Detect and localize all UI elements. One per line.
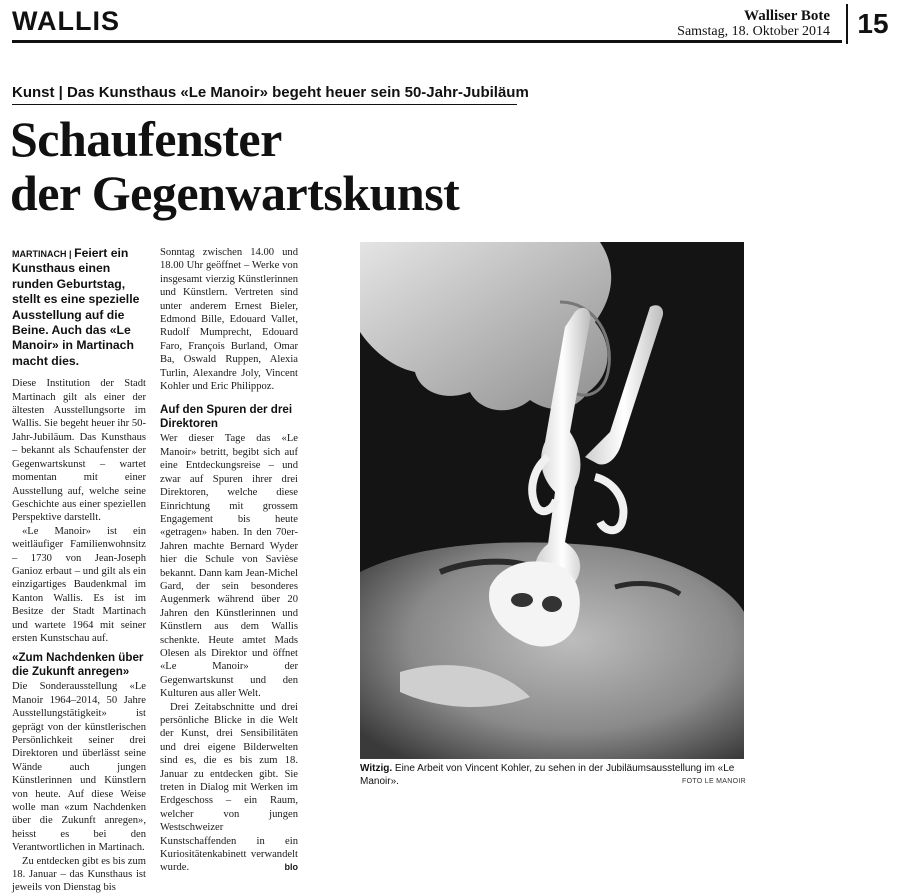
kicker-rule <box>12 104 517 105</box>
headline-line-1: Schaufenster <box>10 111 282 167</box>
body-paragraph: Sonntag zwischen 14.00 und 18.00 Uhr geöffnet – Werke von insgesamt vierzig Künstlerinnen und Künstlern. Vertreten sind unter anderem Ernest Bieler, Edmond Bille, Edouard Vallet, Rudolf Mumprecht, Edouard Faro, François Burland, Omar Ba, Oswald Ruppen, Alexia Turlin, Alexandre Joly, Vincent Kohler und Eric Philippoz. <box>160 247 298 393</box>
page-number: 15 <box>846 4 898 44</box>
nostril-shape <box>542 596 562 612</box>
body-paragraph: «Le Manoir» ist ein weitläufiger Familienwohnsitz – 1730 von Jean-Joseph Ganioz erbaut – und gilt als ein einzigartiges Baudenkmal im Kanton Wallis. Es ist im Besitze der Stadt Martinach und wartete 1964 mit seiner ersten Kunstschau auf. <box>12 525 146 644</box>
newspaper-name: Walliser Bote <box>744 8 830 24</box>
body-paragraph: Diese Institution der Stadt Martinach gilt als einer der ältesten Ausstellungsorte im Wallis. Sie begeht heuer ihr 50-Jahr-Jubiläum. Das Kunsthaus – bekannt als Schaufenster der Gegenwartskunst – wartet momentan mit einer Ausstellung auf, welche seine Geschichte aus einer speziellen Perspektive darstellt. <box>12 378 146 524</box>
body-paragraph: Die Sonderausstellung «Le Manoir 1964–2014, 50 Jahre Ausstellungstätigkeit» ist geprägt von der künstlerischen Persönlichkeit seiner drei Direktoren und überlässt seine Wände auch jungen Künstlerinnen und Künstlern von heute. Auf diese Weise wolle man «zum Nachdenken über die Zukunft anregen», heisst es bei den Verantwortlichen in Martinach. <box>12 681 146 854</box>
caption-text: Eine Arbeit von Vincent Kohler, zu sehen in der Jubiläumsausstellung im «Le Manoir». <box>360 763 735 787</box>
article-photo <box>360 242 744 759</box>
article-column-1 <box>12 246 146 895</box>
subheading: «Zum Nachdenken über die Zukunft anregen» <box>12 651 144 678</box>
photo-credit: FOTO LE MANOIR <box>682 778 746 785</box>
article-kicker: Kunst | Das Kunsthaus «Le Manoir» begeht heuer sein 50-Jahr-Jubiläum <box>12 84 529 101</box>
nostril-shape <box>511 593 533 607</box>
section-title: WALLIS <box>12 6 120 36</box>
issue-date: Samstag, 18. Oktober 2014 <box>677 24 830 39</box>
body-paragraph <box>160 701 298 875</box>
caption-lead: Witzig. <box>360 763 393 774</box>
body-paragraph: Wer dieser Tage das «Le Manoir» betritt, begibt sich auf eine Entdeckungsreise – und zwar auf Spuren ihrer drei Direktoren, welche diese Einrichtung mit grossem Engagement bis heute «getragen» haben. In den 70er-Jahren machte Bernard Wyder hier die Schule von Savièse bekannt. Dann kam Jean-Michel Gard, der sein besonderes Augenmerk während über 20 Jahren den Künstlerinnen und Künstlern aus dem Wallis schenkte. Heute amtet Mads Olesen als Direktor und öffnet «Le Manoir» der Gegenwartskunst und den Kulturen aus aller Welt. <box>160 433 298 700</box>
dateline: MARTINACH | <box>12 249 72 259</box>
photo-artwork <box>360 242 744 759</box>
body-paragraph-text: Drei Zeitabschnitte und drei persönliche Blicke in die Welt der Kunst, drei Sensibilitäten und drei eigene Bilderwelten sind es, die es bis zum 18. Januar zu entdecken gibt. Sie treten in Dialog mit Werken im Erdgeschoss – ein Raum, welcher von jungen Westschweizer Kunstschaffenden in ein Kuriositätenkabinett verwandelt wurde. <box>160 701 298 874</box>
lead-text: Feiert ein Kunsthaus einen runden Geburtstag, stellt es eine spezielle Ausstellung auf die Beine. Auch das «Le Manoir» in Martinach macht dies. <box>12 246 140 368</box>
article-column-2 <box>160 246 298 875</box>
article-lead <box>12 246 146 369</box>
masthead-rule <box>12 40 842 43</box>
article-headline <box>10 112 570 220</box>
subheading: Auf den Spuren der drei Direktoren <box>160 403 293 430</box>
byline: blo <box>284 862 298 873</box>
body-paragraph: Zu entdecken gibt es bis zum 18. Januar – das Kunsthaus ist jeweils von Dienstag bis <box>12 855 146 894</box>
headline-line-2: der Gegenwartskunst <box>10 165 460 221</box>
